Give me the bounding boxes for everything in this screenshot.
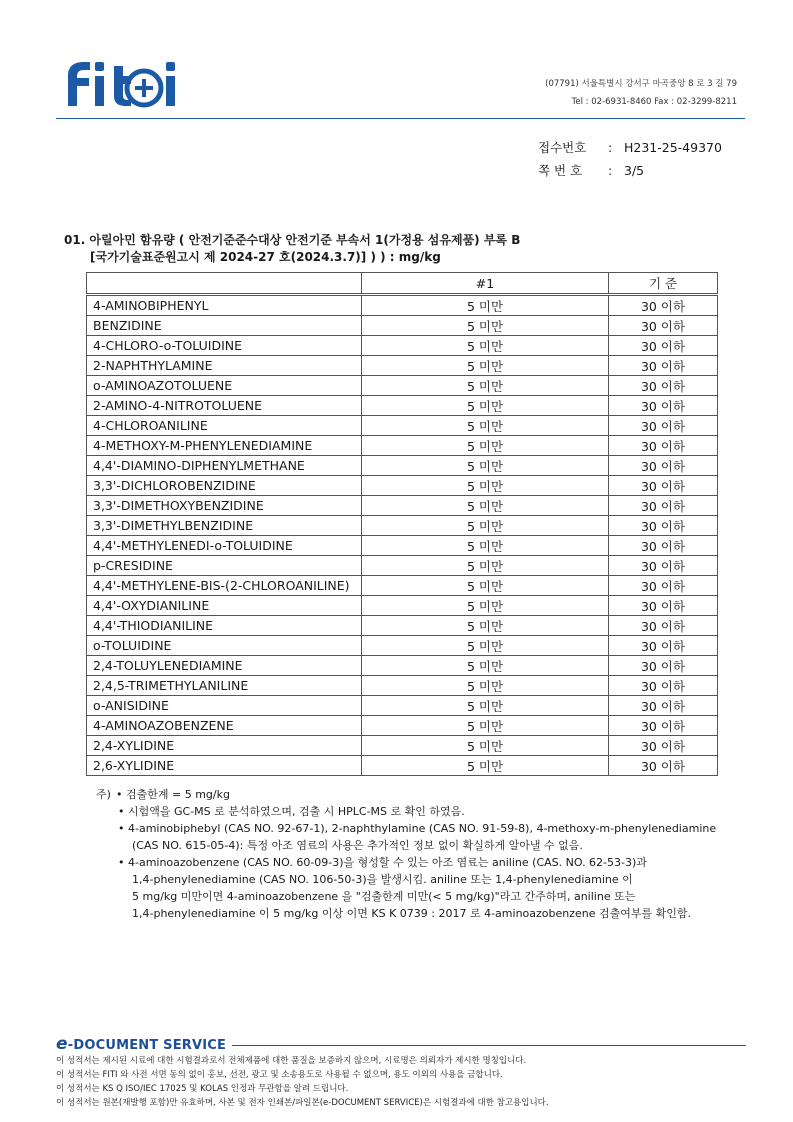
result-cell: 5 미만: [362, 416, 609, 436]
substance-cell: p-CRESIDINE: [87, 556, 362, 576]
substance-cell: 3,3'-DIMETHOXYBENZIDINE: [87, 496, 362, 516]
report-meta: [538, 136, 722, 182]
table-row: [87, 656, 718, 676]
substance-cell: 4-AMINOBIPHENYL: [87, 295, 362, 316]
result-cell: 5 미만: [362, 396, 609, 416]
header-standard: 기 준: [609, 273, 718, 295]
note-line: • 4-aminoazobenzene (CAS NO. 60-09-3)을 형성할 수 있는 아조 염료는 aniline (CAS. NO. 62-53-3)과: [118, 856, 647, 869]
standard-cell: 30 이하: [609, 616, 718, 636]
result-cell: 5 미만: [362, 616, 609, 636]
standard-cell: 30 이하: [609, 336, 718, 356]
standard-cell: 30 이하: [609, 516, 718, 536]
section-title-line1: 01. 아릴아민 함유량 ( 안전기준준수대상 안전기준 부속서 1(가정용 섬유제품) 부록 B: [64, 233, 521, 247]
table-row: [87, 736, 718, 756]
standard-cell: 30 이하: [609, 436, 718, 456]
section-title-line2: [국가기술표준원고시 제 2024-27 호(2024.3.7)] ) ) : mg/kg: [90, 250, 441, 264]
receipt-number: H231-25-49370: [624, 140, 722, 155]
substance-cell: 4,4'-DIAMINO-DIPHENYLMETHANE: [87, 456, 362, 476]
standard-cell: 30 이하: [609, 696, 718, 716]
table-row: [87, 756, 718, 776]
standard-cell: 30 이하: [609, 716, 718, 736]
standard-cell: 30 이하: [609, 456, 718, 476]
result-cell: 5 미만: [362, 376, 609, 396]
standard-cell: 30 이하: [609, 576, 718, 596]
table-header-row: [87, 273, 718, 295]
substance-cell: o-ANISIDINE: [87, 696, 362, 716]
fiti-logo: [56, 58, 180, 108]
notes: [96, 786, 736, 922]
footer: [56, 1034, 746, 1110]
note-line: • 시험액을 GC-MS 로 분석하였으며, 검출 시 HPLC-MS 로 확인 하였음.: [118, 805, 465, 818]
footer-disclaimer: 이 성적서는 원본(재발행 포함)만 유효하며, 사본 및 전자 인쇄본/파일본(e-DOCUMENT SERVICE)은 시험결과에 대한 참고용입니다.: [56, 1098, 549, 1108]
notes-lead: 주): [96, 788, 111, 801]
substance-cell: 2,4,5-TRIMETHYLANILINE: [87, 676, 362, 696]
arylamine-results-table: [86, 272, 718, 776]
substance-cell: 4-CHLORO-o-TOLUIDINE: [87, 336, 362, 356]
substance-cell: 2,4-TOLUYLENEDIAMINE: [87, 656, 362, 676]
header-divider: [56, 118, 745, 119]
table-row: [87, 696, 718, 716]
table-row: [87, 516, 718, 536]
substance-cell: 2-AMINO-4-NITROTOLUENE: [87, 396, 362, 416]
standard-cell: 30 이하: [609, 736, 718, 756]
result-cell: 5 미만: [362, 516, 609, 536]
table-row: [87, 436, 718, 456]
substance-cell: o-TOLUIDINE: [87, 636, 362, 656]
table-row: [87, 476, 718, 496]
substance-cell: 4,4'-THIODIANILINE: [87, 616, 362, 636]
table-row: [87, 295, 718, 316]
table-row: [87, 376, 718, 396]
note-line: • 4-aminobiphebyl (CAS NO. 92-67-1), 2-naphthylamine (CAS NO. 91-59-8), 4-methoxy-m-phenylenediamine: [118, 822, 717, 835]
standard-cell: 30 이하: [609, 476, 718, 496]
result-cell: 5 미만: [362, 636, 609, 656]
result-cell: 5 미만: [362, 756, 609, 776]
substance-cell: 3,3'-DICHLOROBENZIDINE: [87, 476, 362, 496]
result-cell: 5 미만: [362, 436, 609, 456]
table-row: [87, 596, 718, 616]
table-row: [87, 416, 718, 436]
result-cell: 5 미만: [362, 295, 609, 316]
substance-cell: 2-NAPHTHYLAMINE: [87, 356, 362, 376]
standard-cell: 30 이하: [609, 356, 718, 376]
result-cell: 5 미만: [362, 316, 609, 336]
footer-disclaimer: 이 성적서는 KS Q ISO/IEC 17025 및 KOLAS 인정과 무관함을 알려 드립니다.: [56, 1084, 349, 1094]
page-number: 3/5: [624, 163, 645, 178]
result-cell: 5 미만: [362, 356, 609, 376]
table-row: [87, 536, 718, 556]
result-cell: 5 미만: [362, 556, 609, 576]
note-line: (CAS NO. 615-05-4): 특정 아조 염료의 사용은 추가적인 정보 없이 확실하게 알아낼 수 없음.: [132, 839, 583, 852]
substance-cell: 4-AMINOAZOBENZENE: [87, 716, 362, 736]
result-cell: 5 미만: [362, 656, 609, 676]
standard-cell: 30 이하: [609, 756, 718, 776]
standard-cell: 30 이하: [609, 396, 718, 416]
table-row: [87, 336, 718, 356]
table-row: [87, 616, 718, 636]
colon: :: [608, 163, 613, 178]
standard-cell: 30 이하: [609, 596, 718, 616]
substance-cell: 3,3'-DIMETHYLBENZIDINE: [87, 516, 362, 536]
substance-cell: 4,4'-METHYLENE-BIS-(2-CHLOROANILINE): [87, 576, 362, 596]
header-substance: [87, 273, 362, 295]
receipt-label: 접수번호: [538, 140, 587, 155]
note-line: 5 mg/kg 미만이면 4-aminoazobenzene 을 "검출한계 미만(< 5 mg/kg)"라고 간주하며, aniline 또는: [132, 890, 636, 903]
standard-cell: 30 이하: [609, 316, 718, 336]
standard-cell: 30 이하: [609, 656, 718, 676]
footer-disclaimer: 이 성적서는 제시된 시료에 대한 시험결과로서 전체제품에 대한 품질을 보증하지 않으며, 시료명은 의뢰자가 제시한 명칭입니다.: [56, 1056, 527, 1066]
table-row: [87, 716, 718, 736]
footer-divider: [232, 1045, 746, 1046]
result-cell: 5 미만: [362, 736, 609, 756]
footer-disclaimer: 이 성적서는 FITI 와 사전 서면 동의 없이 홍보, 선전, 광고 및 소송용도로 사용될 수 없으며, 용도 이외의 사용을 금합니다.: [56, 1070, 503, 1080]
substance-cell: BENZIDINE: [87, 316, 362, 336]
substance-cell: 4-METHOXY-M-PHENYLENEDIAMINE: [87, 436, 362, 456]
e-document-service-brand: e-DOCUMENT SERVICE: [56, 1034, 227, 1054]
note-line: 1,4-phenylenediamine (CAS NO. 106-50-3)을 발생시킴. aniline 또는 1,4-phenylenediamine 이: [132, 873, 633, 886]
substance-cell: 4,4'-OXYDIANILINE: [87, 596, 362, 616]
result-cell: 5 미만: [362, 576, 609, 596]
substance-cell: 4,4'-METHYLENEDI-o-TOLUIDINE: [87, 536, 362, 556]
table-row: [87, 556, 718, 576]
substance-cell: o-AMINOAZOTOLUENE: [87, 376, 362, 396]
result-cell: 5 미만: [362, 336, 609, 356]
address-line: (07791) 서울특별시 강서구 마곡중앙 8 로 3 길 79: [545, 79, 737, 89]
substance-cell: 2,6-XYLIDINE: [87, 756, 362, 776]
result-cell: 5 미만: [362, 476, 609, 496]
result-cell: 5 미만: [362, 696, 609, 716]
table-row: [87, 456, 718, 476]
standard-cell: 30 이하: [609, 556, 718, 576]
result-cell: 5 미만: [362, 496, 609, 516]
standard-cell: 30 이하: [609, 416, 718, 436]
header-sample-1: #1: [362, 273, 609, 295]
standard-cell: 30 이하: [609, 536, 718, 556]
table-row: [87, 356, 718, 376]
standard-cell: 30 이하: [609, 295, 718, 316]
table-row: [87, 636, 718, 656]
table-body: [87, 295, 718, 776]
result-cell: 5 미만: [362, 676, 609, 696]
company-address: [545, 75, 737, 111]
standard-cell: 30 이하: [609, 496, 718, 516]
table-row: [87, 496, 718, 516]
table-row: [87, 396, 718, 416]
result-cell: 5 미만: [362, 536, 609, 556]
result-cell: 5 미만: [362, 596, 609, 616]
colon: :: [608, 140, 613, 155]
section-title: [64, 232, 520, 266]
result-cell: 5 미만: [362, 456, 609, 476]
table-row: [87, 576, 718, 596]
result-cell: 5 미만: [362, 716, 609, 736]
page-label: 쪽 번 호: [538, 163, 583, 178]
note-line: • 검출한계 = 5 mg/kg: [116, 788, 230, 801]
contact-line: Tel : 02-6931-8460 Fax : 02-3299-8211: [571, 97, 737, 107]
standard-cell: 30 이하: [609, 376, 718, 396]
table-row: [87, 676, 718, 696]
table-row: [87, 316, 718, 336]
note-line: 1,4-phenylenediamine 이 5 mg/kg 이상 이면 KS K 0739 : 2017 로 4-aminoazobenzene 검출여부를 확인함.: [132, 907, 692, 920]
substance-cell: 2,4-XYLIDINE: [87, 736, 362, 756]
substance-cell: 4-CHLOROANILINE: [87, 416, 362, 436]
standard-cell: 30 이하: [609, 676, 718, 696]
standard-cell: 30 이하: [609, 636, 718, 656]
